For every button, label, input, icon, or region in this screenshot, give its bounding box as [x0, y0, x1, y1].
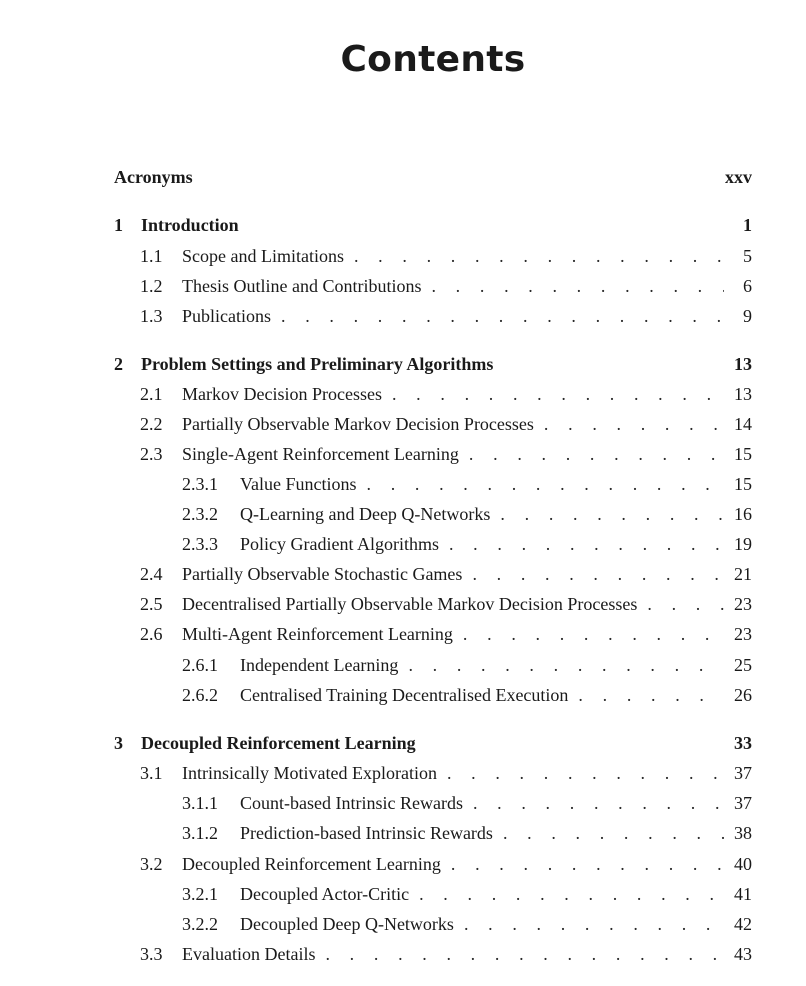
toc-number: 3.1 [140, 763, 163, 783]
toc-label: Evaluation Details [182, 944, 316, 964]
toc-number: 2.2 [140, 414, 163, 434]
dot-leader [637, 592, 724, 616]
toc-page-number: 1 [743, 215, 752, 235]
toc-number: 2 [114, 354, 123, 374]
toc-page-number: 40 [734, 854, 752, 874]
dot-leader [437, 761, 724, 785]
toc-page-number: 43 [734, 944, 752, 964]
toc-number: 2.3.2 [182, 504, 218, 524]
toc-number: 2.3.3 [182, 534, 218, 554]
toc-label: Acronyms [114, 167, 193, 187]
toc-page-number: 26 [734, 685, 752, 705]
toc-subsection-3-1-2[interactable] [114, 821, 752, 845]
toc-page-number: 13 [734, 384, 752, 404]
toc-chapter-2[interactable] [114, 352, 752, 376]
toc-number: 3.2.2 [182, 914, 218, 934]
dot-leader [462, 562, 724, 586]
toc-number: 2.3 [140, 444, 163, 464]
toc-number: 3.1.2 [182, 823, 218, 843]
toc-section-2-5[interactable] [114, 592, 752, 616]
toc-label: Scope and Limitations [182, 246, 344, 266]
toc-label: Policy Gradient Algorithms [240, 534, 439, 554]
toc-number: 1.3 [140, 306, 163, 326]
toc-page-number: 5 [743, 246, 752, 266]
toc-label: Count-based Intrinsic Rewards [240, 793, 463, 813]
toc-section-1-2[interactable] [114, 274, 752, 298]
dot-leader [534, 412, 724, 436]
toc-page-number: 21 [734, 564, 752, 584]
toc-number: 3.2 [140, 854, 163, 874]
toc-page-number: 37 [734, 763, 752, 783]
dot-leader [463, 791, 724, 815]
toc-section-1-1[interactable] [114, 244, 752, 268]
toc-page-number: 41 [734, 884, 752, 904]
toc-page-number: 25 [734, 655, 752, 675]
toc-subsection-2-3-1[interactable] [114, 472, 752, 496]
toc-number: 3.1.1 [182, 793, 218, 813]
dot-leader [493, 821, 724, 845]
dot-leader [490, 502, 724, 526]
toc-number: 3.2.1 [182, 884, 218, 904]
toc-label: Problem Settings and Preliminary Algorithms [141, 354, 494, 374]
toc-section-3-1[interactable] [114, 761, 752, 785]
toc-page-number: 15 [734, 444, 752, 464]
toc-subsection-2-6-1[interactable] [114, 653, 752, 677]
toc-label: Thesis Outline and Contributions [182, 276, 422, 296]
toc-section-3-2[interactable] [114, 852, 752, 876]
toc-subsection-3-2-1[interactable] [114, 882, 752, 906]
toc-page-number: 23 [734, 624, 752, 644]
toc-chapter-1[interactable] [114, 213, 752, 237]
toc-page-number: 14 [734, 414, 752, 434]
toc-label: Prediction-based Intrinsic Rewards [240, 823, 493, 843]
toc-label: Decoupled Reinforcement Learning [182, 854, 441, 874]
dot-leader [421, 274, 724, 298]
toc-label: Independent Learning [240, 655, 399, 675]
toc-number: 2.6.2 [182, 685, 218, 705]
toc-chapter-3[interactable] [114, 731, 752, 755]
toc-label: Centralised Training Decentralised Execution [240, 685, 569, 705]
toc-subsection-3-2-2[interactable] [114, 912, 752, 936]
dot-leader [344, 244, 724, 268]
dot-leader [453, 622, 724, 646]
toc-subsection-2-3-2[interactable] [114, 502, 752, 526]
toc-label: Value Functions [240, 474, 357, 494]
toc-label: Q-Learning and Deep Q-Networks [240, 504, 491, 524]
toc-number: 1.1 [140, 246, 163, 266]
toc-number: 2.6 [140, 624, 163, 644]
toc-number: 3 [114, 733, 123, 753]
toc-page-number: 37 [734, 793, 752, 813]
toc-label: Multi-Agent Reinforcement Learning [182, 624, 453, 644]
toc-section-2-4[interactable] [114, 562, 752, 586]
dot-leader [454, 912, 724, 936]
dot-leader [409, 882, 724, 906]
toc-subsection-2-6-2[interactable] [114, 683, 752, 707]
toc-section-2-6[interactable] [114, 622, 752, 646]
dot-leader [568, 683, 724, 707]
toc-page-number: 13 [734, 354, 752, 374]
toc-number: 1.2 [140, 276, 163, 296]
toc-page-number: 42 [734, 914, 752, 934]
toc-subsection-3-1-1[interactable] [114, 791, 752, 815]
toc-page-number: 38 [734, 823, 752, 843]
toc-number: 2.4 [140, 564, 163, 584]
toc-label: Decoupled Reinforcement Learning [141, 733, 416, 753]
dot-leader [315, 942, 724, 966]
dot-leader [271, 304, 724, 328]
toc-page-number: 33 [734, 733, 752, 753]
toc-subsection-2-3-3[interactable] [114, 532, 752, 556]
toc-number: 2.3.1 [182, 474, 218, 494]
toc-label: Partially Observable Stochastic Games [182, 564, 463, 584]
toc-page-number: 19 [734, 534, 752, 554]
toc-section-2-1[interactable] [114, 382, 752, 406]
dot-leader [357, 472, 725, 496]
toc-number: 3.3 [140, 944, 163, 964]
toc-section-2-2[interactable] [114, 412, 752, 436]
toc-section-2-3[interactable] [114, 442, 752, 466]
toc-label: Markov Decision Processes [182, 384, 382, 404]
toc-label: Single-Agent Reinforcement Learning [182, 444, 459, 464]
toc-page-number: 23 [734, 594, 752, 614]
toc-label: Decoupled Deep Q-Networks [240, 914, 454, 934]
toc-label: Publications [182, 306, 271, 326]
dot-leader [398, 653, 724, 677]
toc-number: 2.5 [140, 594, 163, 614]
toc-entry-acronyms[interactable] [114, 165, 752, 189]
toc-number: 1 [114, 215, 123, 235]
toc-page-number: 6 [743, 276, 752, 296]
toc-page-number: 15 [734, 474, 752, 494]
toc-number: 2.6.1 [182, 655, 218, 675]
toc-page-number: 16 [734, 504, 752, 524]
toc-label: Intrinsically Motivated Exploration [182, 763, 437, 783]
toc-label: Decoupled Actor-Critic [240, 884, 410, 904]
toc-page-number: 9 [743, 306, 752, 326]
toc-page-number: xxv [725, 167, 752, 187]
toc-label: Partially Observable Markov Decision Processes [182, 414, 534, 434]
dot-leader [459, 442, 724, 466]
dot-leader [382, 382, 724, 406]
toc-section-1-3[interactable] [114, 304, 752, 328]
toc-label: Decentralised Partially Observable Markov Decision Processes [182, 594, 638, 614]
toc-section-3-3[interactable] [114, 942, 752, 966]
dot-leader [441, 852, 724, 876]
page-title: Contents [340, 39, 526, 80]
dot-leader [439, 532, 724, 556]
toc-label: Introduction [141, 215, 239, 235]
toc-number: 2.1 [140, 384, 163, 404]
